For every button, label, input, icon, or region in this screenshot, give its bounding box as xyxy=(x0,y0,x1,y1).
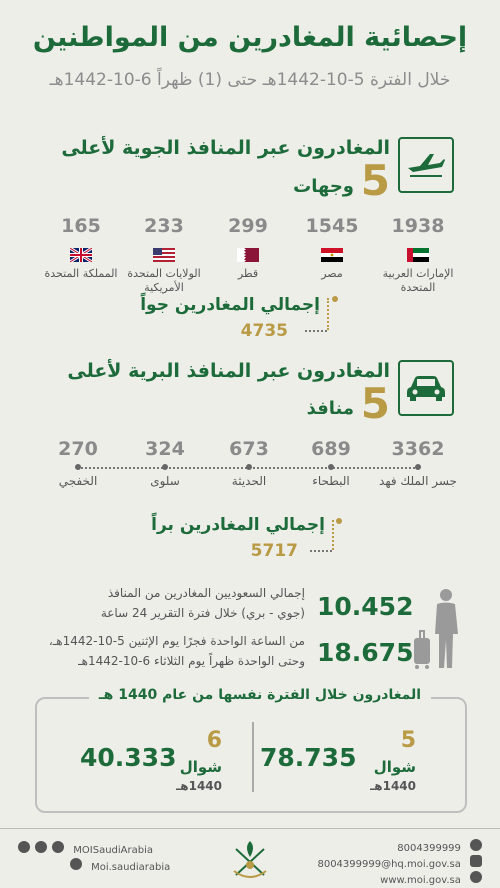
stat-24h-line1: إجمالي السعوديين المغادرين من المنافذ xyxy=(107,586,305,600)
page-title: إحصائية المغادرين من المواطنين xyxy=(32,22,468,53)
compare-year-5: 1440هـ xyxy=(370,779,416,793)
port-salwa xyxy=(120,438,210,488)
contact-email[interactable]: 8004399999@hq.moi.gov.sa xyxy=(317,859,461,870)
land-total-value: 5717 xyxy=(250,541,298,561)
air-destinations-word: وجهات xyxy=(293,176,354,197)
contact-phone[interactable]: 8004399999 xyxy=(397,843,461,854)
social-handle-2[interactable]: Moi.saudiarabia xyxy=(91,862,171,873)
uk-flag-icon xyxy=(70,247,92,261)
usa-flag-icon xyxy=(153,247,175,261)
port-value: 689 xyxy=(311,438,351,460)
comparison-divider xyxy=(252,722,254,792)
country-qatar xyxy=(203,215,293,281)
country-value: 1545 xyxy=(305,215,359,237)
comparison-title-wrap xyxy=(0,687,500,703)
compare-value-6: 40.333 xyxy=(80,743,177,772)
land-total-label: إجمالي المغادرين براً xyxy=(151,515,325,535)
ministry-emblem-icon xyxy=(226,835,274,887)
country-value: 233 xyxy=(144,215,184,237)
port-value: 270 xyxy=(58,438,98,460)
port-label: سلوى xyxy=(150,474,180,488)
air-total-connector xyxy=(325,298,329,330)
phone-icon xyxy=(470,839,482,851)
port-label: الحديثة xyxy=(231,474,267,488)
social-handle-1[interactable]: MOISaudiArabia xyxy=(73,845,154,856)
country-label: الولايات المتحدة الأمريكية xyxy=(127,267,201,294)
snapchat-icon[interactable] xyxy=(70,858,82,870)
youtube-icon[interactable] xyxy=(52,841,64,853)
country-uae xyxy=(373,215,463,295)
land-ports-count: 5 xyxy=(360,379,390,428)
land-ports-word: منافذ xyxy=(306,398,354,419)
compare-month-6: شوال xyxy=(179,758,222,776)
stat-24h-value: 10.452 xyxy=(317,592,414,621)
stat-period-line1: من الساعة الواحدة فجرًا يوم الإثنين 5-10-1442هـ، xyxy=(48,634,305,648)
stat-24h-line2: (جوي - بري) خلال فترة التقرير 24 ساعة xyxy=(100,606,305,620)
comparison-title: المغادرون خلال الفترة نفسها من عام 1440 هـ xyxy=(89,687,431,703)
uae-flag-icon xyxy=(407,247,429,261)
stat-period-value: 18.675 xyxy=(317,638,414,667)
compare-year-6: 1440هـ xyxy=(176,779,222,793)
country-value: 299 xyxy=(228,215,268,237)
land-total-connector-h xyxy=(310,550,332,552)
country-value: 165 xyxy=(61,215,101,237)
air-total-value: 4735 xyxy=(240,321,288,341)
port-value: 324 xyxy=(145,438,185,460)
egypt-flag-icon xyxy=(321,247,343,261)
footer-divider xyxy=(0,828,500,829)
page-subtitle: خلال الفترة 5-10-1442هـ حتى (1) ظهراً 6-10-1442هـ xyxy=(49,70,451,90)
globe-icon xyxy=(470,871,482,883)
twitter-icon[interactable] xyxy=(18,841,30,853)
port-label: الخفجي xyxy=(58,474,98,488)
instagram-icon[interactable] xyxy=(35,841,47,853)
compare-day-5: 5 xyxy=(400,728,416,753)
contact-website[interactable]: www.moi.gov.sa xyxy=(380,875,461,886)
port-khafji xyxy=(33,438,123,488)
port-value: 3362 xyxy=(391,438,445,460)
port-batha xyxy=(286,438,376,488)
port-label: البطحاء xyxy=(312,474,350,488)
port-value: 673 xyxy=(229,438,269,460)
car-icon xyxy=(398,360,454,416)
country-usa xyxy=(119,215,209,295)
port-king-fahd xyxy=(373,438,463,488)
traveler-icon xyxy=(408,588,468,674)
air-section-heading: المغادرون عبر المنافذ الجوية لأعلى xyxy=(61,137,390,159)
country-egypt xyxy=(287,215,377,281)
country-label: المملكة المتحدة xyxy=(44,267,118,280)
email-icon xyxy=(470,855,482,867)
country-label: مصر xyxy=(321,267,343,280)
social-row-2 xyxy=(70,855,170,874)
land-section-heading: المغادرون عبر المنافذ البرية لأعلى xyxy=(67,360,390,382)
contact-web-row xyxy=(380,868,482,887)
land-total-connector xyxy=(330,520,334,550)
country-value: 1938 xyxy=(391,215,445,237)
compare-month-5: شوال xyxy=(373,758,416,776)
country-uk xyxy=(36,215,126,281)
country-label: الإمارات العربية المتحدة xyxy=(382,267,454,294)
airplane-icon xyxy=(398,137,454,193)
stat-period-line2: وحتى الواحدة ظهراً يوم الثلاثاء 6-10-1442هـ xyxy=(78,654,305,668)
compare-value-5: 78.735 xyxy=(260,743,357,772)
stat-period-text xyxy=(49,631,305,671)
air-destinations-count: 5 xyxy=(360,156,390,205)
country-label: قطر xyxy=(237,267,259,280)
qatar-flag-icon xyxy=(237,247,259,261)
air-total-label: إجمالي المغادرين جواً xyxy=(140,295,320,315)
air-total-dot xyxy=(332,296,338,302)
compare-day-6: 6 xyxy=(206,728,222,753)
port-haditha xyxy=(204,438,294,488)
port-label: جسر الملك فهد xyxy=(379,474,457,488)
stat-24h-text xyxy=(101,583,305,623)
air-total-connector-h xyxy=(305,330,327,332)
land-total-dot xyxy=(336,518,342,524)
